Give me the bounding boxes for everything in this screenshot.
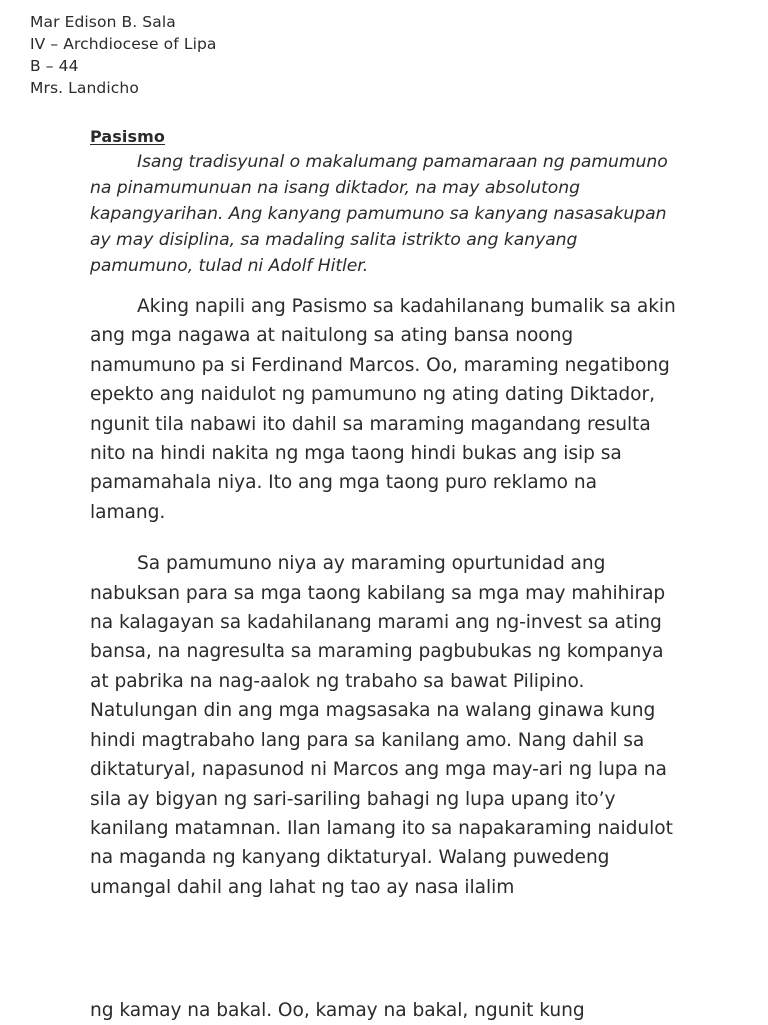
narrative-paragraph-1: Aking napili ang Pasismo sa kadahilanang bumalik sa akin ang mga nagawa at naitulong sa ating bansa noong namumuno pa si Ferdinand Marcos. Oo, maraming negatibong epekto ang naidulot ng pamumuno ng ating dating Diktador, ngunit tila nabawi ito dahil sa maraming magandang resulta nito na hindi nakita ng mga taong hindi bukas ang isip sa pamamahala niya. Ito ang mga taong puro reklamo na lamang. [90, 296, 676, 523]
student-name: Mar Edison B. Sala [30, 13, 176, 31]
document-heading-block [30, 11, 590, 99]
definition-paragraph: Isang tradisyunal o makalumang pamamaraan ng pamumuno na pinamumunuan na isang diktador, na may absolutong kapangyarihan. Ang kanyang pamumuno sa kanyang nasasakupan ay may disiplina, sa madaling salita istrikto ang kanyang pamumuno, tulad ni Adolf Hitler. [90, 152, 668, 276]
spacer [90, 279, 678, 292]
teacher-name: Mrs. Landicho [30, 79, 139, 97]
document-body [90, 126, 678, 902]
continuation-line: ng kamay na bakal. Oo, kamay na bakal, ngunit kung [90, 1000, 585, 1021]
student-number: B – 44 [30, 57, 79, 75]
student-section: IV – Archdiocese of Lipa [30, 35, 217, 53]
narrative-paragraph-2: Sa pamumuno niya ay maraming opurtunidad ang nabuksan para sa mga taong kabilang sa mga may mahihirap na kalagayan sa kadahilanang marami ang ng-invest sa ating bansa, na nagresulta sa maraming pagbubukas ng kompanya at pabrika na nag-aalok ng trabaho sa bawat Pilipino. Natulungan din ang mga magsasaka na walang ginawa kung hindi magtrabaho lang para sa kanilang amo. Nang dahil sa diktaturyal, napasunod ni Marcos ang mga may-ari ng lupa na sila ay bigyan ng sari-sariling bahagi ng lupa upang ito’y kanilang matamnan. Ilan lamang ito sa napakaraming naidulot na maganda ng kanyang diktaturyal. Walang puwedeng umangal dahil ang lahat ng tao ay nasa ilalim [90, 553, 673, 898]
spacer [90, 527, 678, 549]
page-title: Pasismo [90, 127, 165, 146]
